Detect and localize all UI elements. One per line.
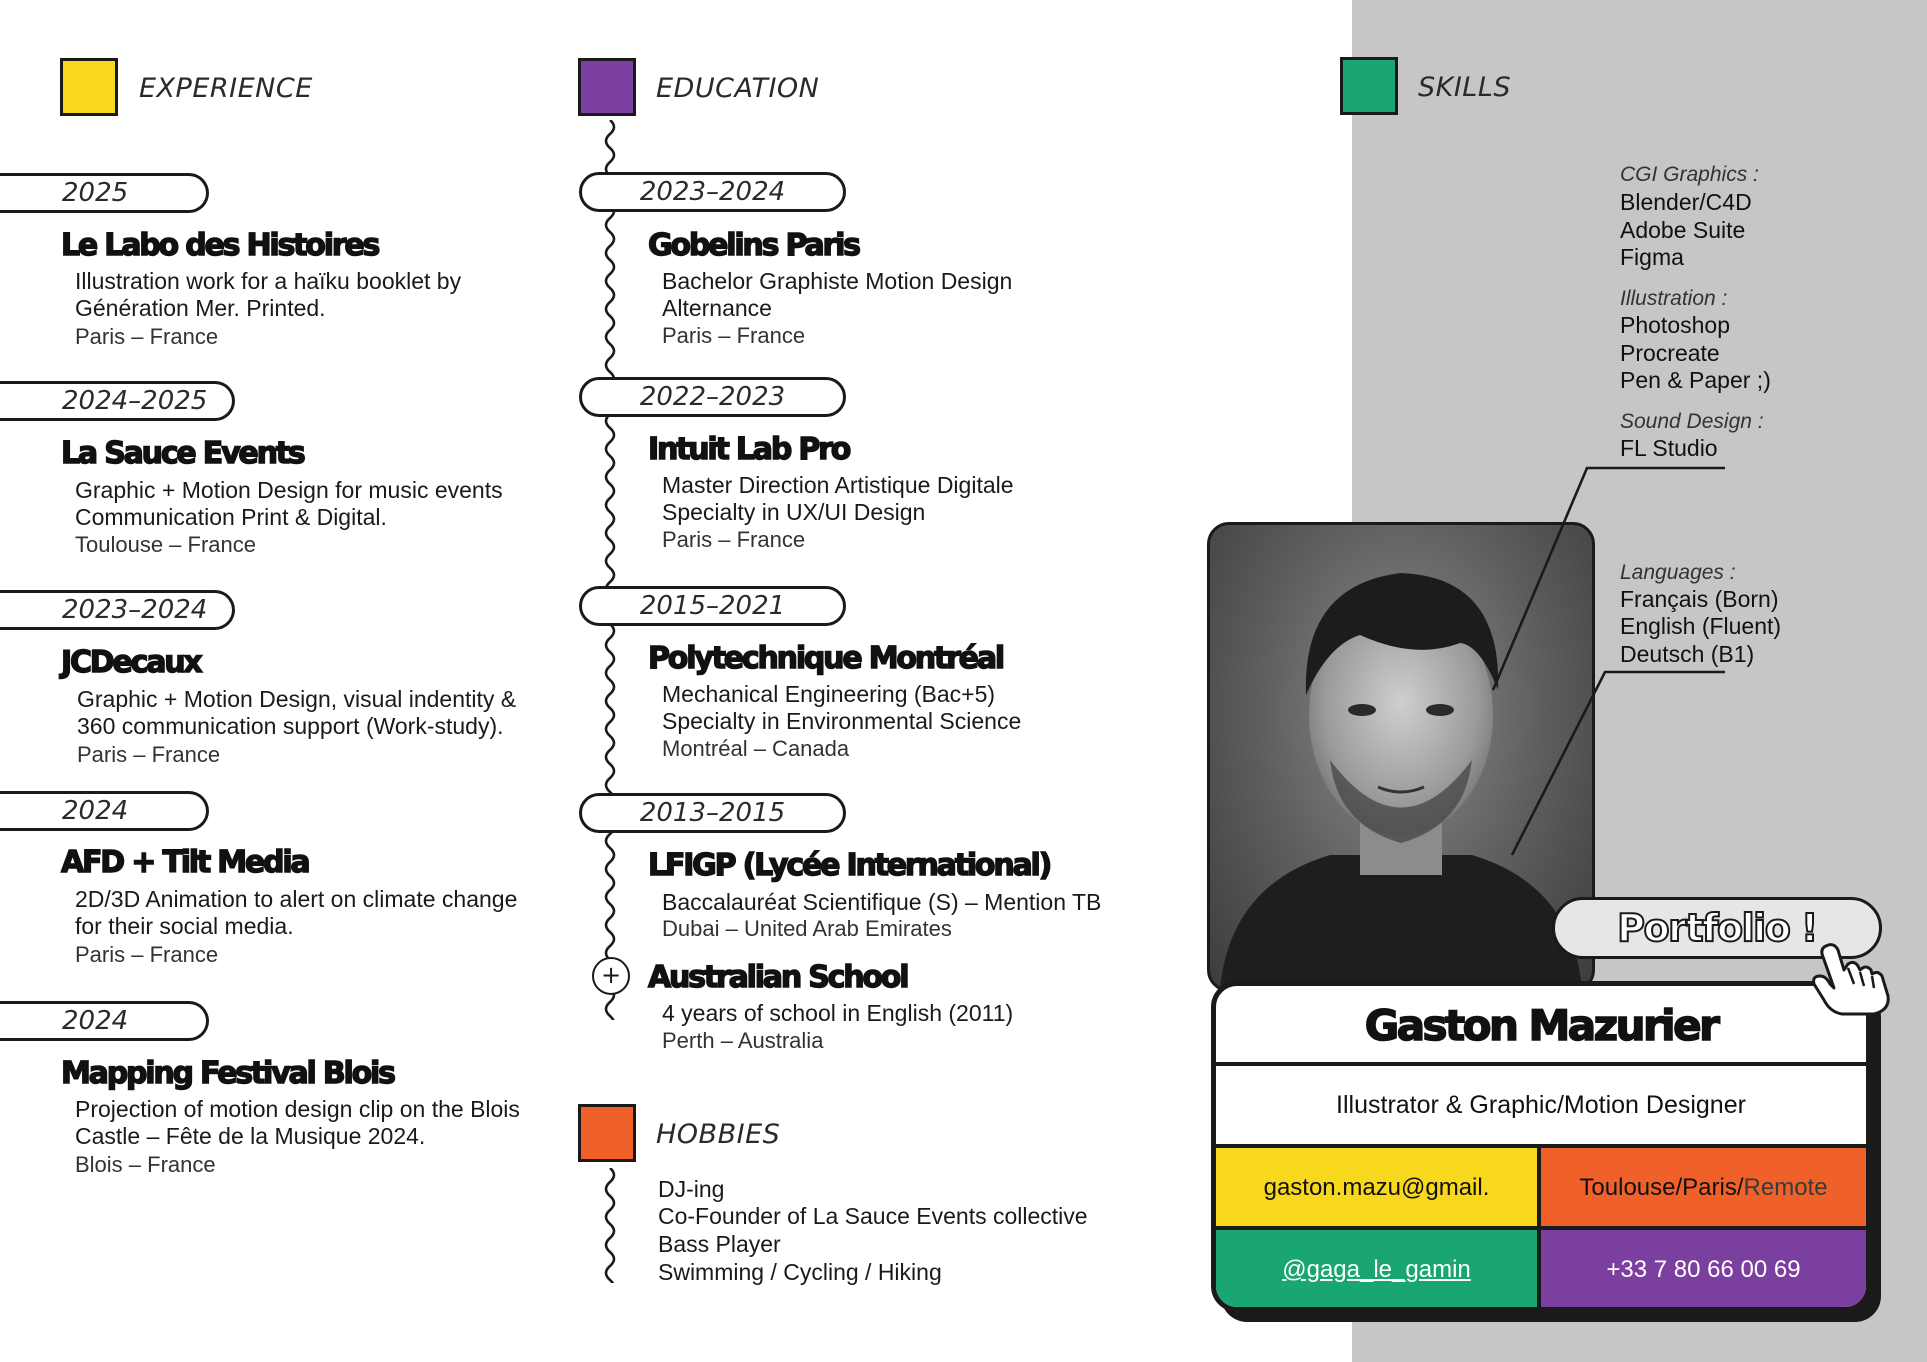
person-name: Gaston Mazurier [1216,986,1866,1066]
profile-card [1211,981,1871,1312]
education-school: Intuit Lab Pro [648,432,850,467]
skill-value: Deutsch (B1) [1620,641,1755,667]
experience-location: Blois – France [75,1152,216,1177]
skill-value: Figma [1620,244,1684,270]
experience-heading: EXPERIENCE [139,73,313,104]
experience-description: for their social media. [75,913,294,939]
experience-color-square [60,58,118,116]
experience-description: Graphic + Motion Design, visual indentity & [77,686,517,712]
education-year-pill: 2013–2015 [579,793,846,833]
experience-year-pill: 2025 [0,173,209,213]
hobby-item: Bass Player [658,1231,781,1257]
experience-year-pill: 2024–2025 [0,381,235,421]
email-cell[interactable]: gaston.mazu@gmail. [1216,1148,1541,1230]
education-description: 4 years of school in English (2011) [662,1000,1014,1026]
phone-cell[interactable]: +33 7 80 66 00 69 [1541,1230,1866,1312]
education-location: Paris – France [662,323,806,348]
profile-photo [1207,522,1595,992]
education-year-pill: 2023–2024 [579,172,846,212]
experience-organization: Le Labo des Histoires [61,228,379,263]
experience-year-pill: 2024 [0,791,209,831]
experience-organization: JCDecaux [61,645,201,680]
education-color-square [578,58,636,116]
education-timeline-line [590,120,630,1020]
education-school: Australian School [648,960,908,995]
experience-year-pill: 2024 [0,1001,209,1041]
experience-location: Paris – France [75,324,219,349]
social-handle-link[interactable]: @gaga_le_gamin [1216,1230,1541,1312]
experience-description: Communication Print & Digital. [75,504,387,530]
location-remote: Remote [1743,1174,1828,1201]
skill-value: FL Studio [1620,435,1718,461]
experience-description: Illustration work for a haïku booklet by [75,268,462,294]
skill-value: English (Fluent) [1620,613,1782,639]
education-school: Gobelins Paris [648,228,859,263]
education-description: Baccalauréat Scientifique (S) – Mention TB [662,889,1102,915]
experience-description: Graphic + Motion Design for music events [75,477,503,503]
experience-description: 2D/3D Animation to alert on climate change [75,886,518,912]
hobby-item: Swimming / Cycling / Hiking [658,1259,942,1285]
skill-value: Blender/C4D [1620,189,1752,215]
skills-heading: SKILLS [1418,72,1512,103]
education-year-pill: 2015–2021 [579,586,846,626]
plus-icon: + [592,957,630,995]
location-cell [1541,1148,1866,1230]
experience-organization: La Sauce Events [61,436,304,471]
hobbies-timeline-line [590,1168,630,1283]
experience-location: Paris – France [77,742,221,767]
education-description: Specialty in UX/UI Design [662,499,926,525]
education-school: LFIGP (Lycée International) [648,848,1051,883]
pointer-hand-icon [1808,940,1894,1018]
education-description: Mechanical Engineering (Bac+5) [662,681,996,707]
education-location: Montréal – Canada [662,736,850,761]
job-title: Illustrator & Graphic/Motion Designer [1216,1066,1866,1148]
experience-organization: AFD + Tilt Media [61,845,309,880]
skill-category: CGI Graphics : [1620,163,1759,186]
education-description: Bachelor Graphiste Motion Design [662,268,1013,294]
education-location: Perth – Australia [662,1028,824,1053]
skill-category: Sound Design : [1620,410,1764,433]
skill-value: Adobe Suite [1620,217,1746,243]
education-school: Polytechnique Montréal [648,641,1003,676]
hobbies-heading: HOBBIES [656,1119,781,1150]
skill-value: Photoshop [1620,312,1730,338]
experience-organization: Mapping Festival Blois [61,1056,394,1091]
skills-color-square [1340,57,1398,115]
education-description: Alternance [662,295,772,321]
skill-value: Procreate [1620,340,1720,366]
education-description: Master Direction Artistique Digitale [662,472,1014,498]
hobby-item: Co-Founder of La Sauce Events collective [658,1203,1088,1229]
experience-location: Toulouse – France [75,532,256,557]
experience-year-pill: 2023–2024 [0,590,235,630]
education-location: Dubai – United Arab Emirates [662,916,952,941]
education-heading: EDUCATION [656,73,820,104]
education-year-pill: 2022–2023 [579,377,846,417]
skill-category: Languages : [1620,561,1736,584]
skill-value: Français (Born) [1620,586,1779,612]
hobby-item: DJ-ing [658,1176,725,1202]
education-description: Specialty in Environmental Science [662,708,1022,734]
skill-value: Pen & Paper ;) [1620,367,1771,393]
experience-description: Projection of motion design clip on the Blois [75,1096,520,1122]
skill-category: Illustration : [1620,287,1728,310]
experience-description: Castle – Fête de la Musique 2024. [75,1123,426,1149]
portfolio-button[interactable]: Portfolio ! [1552,897,1882,959]
experience-location: Paris – France [75,942,219,967]
education-location: Paris – France [662,527,806,552]
hobbies-color-square [578,1104,636,1162]
location-main: Toulouse/Paris/ [1579,1174,1744,1201]
experience-description: 360 communication support (Work-study). [77,713,504,739]
experience-description: Génération Mer. Printed. [75,295,326,321]
